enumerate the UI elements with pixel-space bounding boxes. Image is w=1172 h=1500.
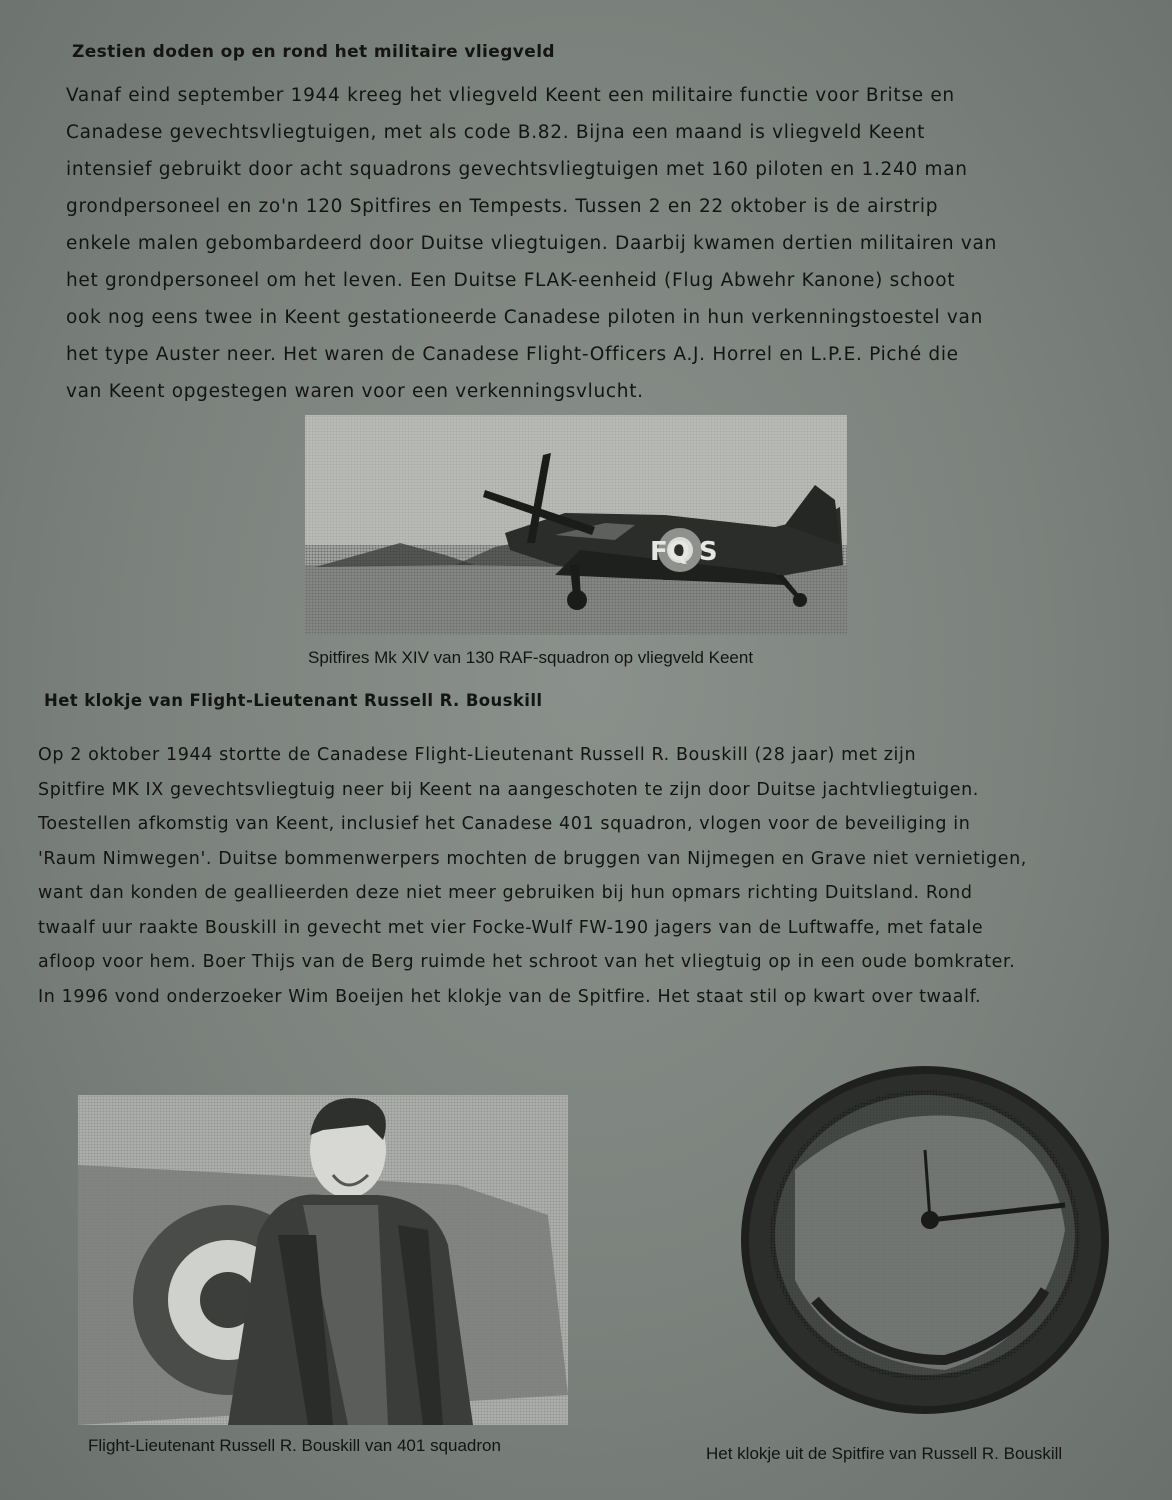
clock-photo (725, 1060, 1115, 1420)
paragraph-line: Spitfire MK IX gevechtsvliegtuig neer bij Keent na aangeschoten te zijn door Duitse jachtvliegtuigen. (38, 779, 979, 800)
paragraph-line: Toestellen afkomstig van Keent, inclusief het Canadese 401 squadron, vlogen voor de beveiliging in (38, 814, 971, 834)
paragraph-line: intensief gebruikt door acht squadrons gevechtsvliegtuigen met 160 piloten en 1.240 man (66, 159, 968, 180)
paragraph-line: twaalf uur raakte Bouskill in gevecht met vier Focke-Wulf FW-190 jagers van de Luftwaffe, met fatale (38, 917, 984, 938)
portrait-photo-caption: Flight-Lieutenant Russell R. Bouskill van 401 squadron (88, 1436, 501, 1455)
paragraph-line: grondpersoneel en zo'n 120 Spitfires en Tempests. Tussen 2 en 22 oktober is de airstrip (66, 196, 939, 217)
section-2-heading: Het klokje van Flight-Lieutenant Russell R. Bouskill (44, 691, 543, 710)
paragraph-line: enkele malen gebombardeerd door Duitse vliegtuigen. Daarbij kwamen dertien militairen van (66, 233, 998, 254)
portrait-photo (78, 1095, 568, 1425)
paragraph-line: 'Raum Nimwegen'. Duitse bommenwerpers mochten de bruggen van Nijmegen en Grave niet vernietigen, (38, 848, 1027, 869)
paragraph-line: het type Auster neer. Het waren de Canadese Flight-Officers A.J. Horrel en L.P.E. Piché die (66, 344, 959, 365)
spitfire-illustration (305, 415, 847, 635)
paragraph-line: Canadese gevechtsvliegtuigen, met als code B.82. Bijna een maand is vliegveld Keent (66, 122, 926, 143)
paragraph-line: het grondpersoneel om het leven. Een Duitse FLAK-eenheid (Flug Abwehr Kanone) schoot (66, 270, 956, 291)
spitfire-photo (305, 415, 847, 635)
paragraph-line: want dan konden de geallieerden deze niet meer gebruiken bij hun opmars richting Duitsland. Rond (38, 883, 973, 903)
portrait-illustration (78, 1095, 568, 1425)
section-1-paragraph (66, 77, 997, 410)
paragraph-line: Vanaf eind september 1944 kreeg het vliegveld Keent een militaire functie voor Britse en (66, 85, 955, 106)
clock-photo-caption: Het klokje uit de Spitfire van Russell R. Bouskill (706, 1444, 1063, 1463)
plane-code-marking: FQ S (650, 537, 718, 567)
section-1-heading: Zestien doden op en rond het militaire vliegveld (72, 42, 555, 62)
paragraph-line: van Keent opgestegen waren voor een verkenningsvlucht. (66, 381, 644, 402)
spitfire-photo-caption: Spitfires Mk XIV van 130 RAF-squadron op vliegveld Keent (308, 648, 754, 667)
paragraph-line: afloop voor hem. Boer Thijs van de Berg ruimde het schroot van het vliegtuig op in een oude bomkrater. (38, 952, 1016, 972)
section-2-paragraph (38, 738, 1027, 1014)
paragraph-line: ook nog eens twee in Keent gestationeerde Canadese piloten in hun verkenningstoestel van (66, 307, 984, 328)
paragraph-line: Op 2 oktober 1944 stortte de Canadese Flight-Lieutenant Russell R. Bouskill (28 jaar) met zijn (38, 745, 917, 765)
paragraph-line: In 1996 vond onderzoeker Wim Boeijen het klokje van de Spitfire. Het staat stil op kwart over twaalf. (38, 986, 982, 1007)
clock-illustration (725, 1060, 1115, 1420)
